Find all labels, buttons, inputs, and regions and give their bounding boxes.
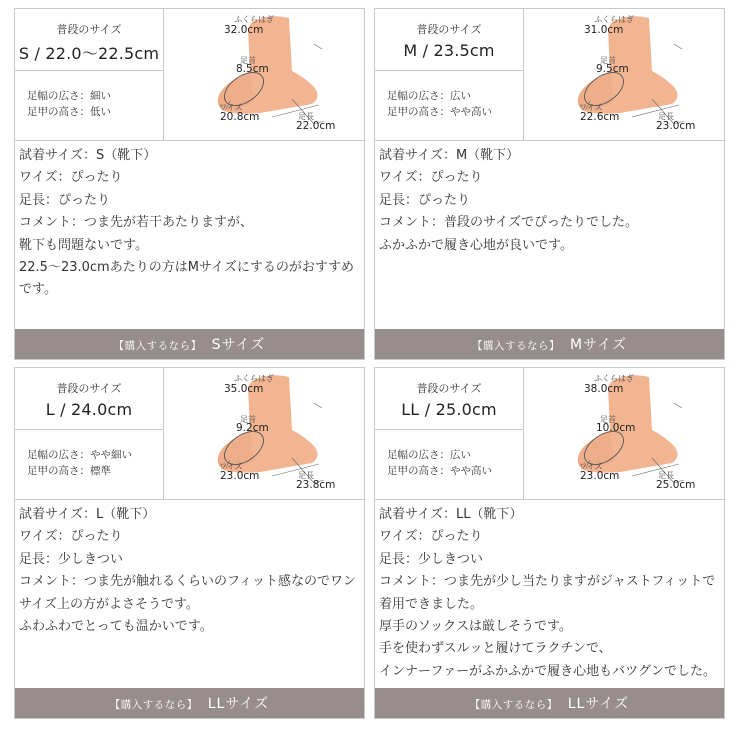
comment-line: 足長：ぴったり [19,192,111,208]
buy-recommendation-prefix: 【購入するなら】 [469,699,558,711]
size-info-panel [15,368,164,499]
buy-recommendation-prefix: 【購入するなら】 [113,340,202,352]
length-value: 22.0cm [296,120,336,132]
usual-size-caption: 普段のサイズ [416,23,482,36]
foot-shape-box [15,430,163,499]
buy-recommendation-size: Mサイズ [570,337,627,353]
wise-label: ワイズ [579,462,603,471]
foot-measurement-diagram [524,368,724,499]
ankle-label: 足首 [600,415,616,424]
calf-value: 31.0cm [584,24,624,36]
usual-size-caption: 普段のサイズ [416,382,482,395]
ankle-label: 足首 [600,56,616,65]
comment-line: ふかふかで履き心地が良いです。 [379,237,573,253]
instep-height-line: 足甲の高さ：標準 [27,465,111,477]
usual-size-value: M / 23.5cm [403,41,495,60]
usual-size-box [15,9,163,71]
fitting-comment [379,145,722,257]
buy-recommendation-bar [375,688,724,718]
comment-line: ワイズ：ぴったり [379,529,483,545]
comment-line: コメント：つま先が触れるくらいのフィット感なのでワンサイズ上の方がよさそうです。 [19,574,356,612]
foot-measurement-diagram [164,368,364,499]
calf-label: ふくらはぎ [234,15,274,24]
instep-height-line: 足甲の高さ：やや高い [387,106,492,118]
foot-shape-box [375,71,523,140]
comment-line: コメント：普段のサイズでぴったりでした。 [379,215,638,231]
size-review-card [374,8,725,360]
wise-value: 22.6cm [580,111,620,123]
foot-measurement-diagram [524,9,724,140]
ankle-label: 足首 [240,56,256,65]
length-value: 25.0cm [656,479,696,491]
foot-shape-box [15,71,163,140]
length-label: 足長 [658,471,674,480]
fitting-comment [19,145,362,302]
size-review-card [374,367,725,719]
comment-line: インナーファーがふかふかで履き心地もバツグンでした。 [379,663,716,679]
size-review-card [14,8,365,360]
buy-recommendation-prefix: 【購入するなら】 [472,340,561,352]
instep-height-line: 足甲の高さ：低い [27,106,111,118]
comment-line: 試着サイズ：L（靴下） [19,507,156,522]
ankle-value: 8.5cm [236,63,269,75]
buy-recommendation-prefix: 【購入するなら】 [109,699,198,711]
length-value: 23.0cm [656,120,696,132]
wise-label: ワイズ [219,462,243,471]
usual-size-value: S / 22.0〜22.5cm [18,44,160,63]
usual-size-value: LL / 25.0cm [401,400,497,419]
size-info-section [15,9,364,141]
fitting-comment [19,504,362,638]
size-info-section [375,368,724,500]
buy-recommendation-size: LLサイズ [567,696,630,712]
length-label: 足長 [298,112,314,121]
size-info-section [15,368,364,500]
calf-label: ふくらはぎ [594,374,634,383]
comment-line: 試着サイズ：M（靴下） [379,148,520,163]
usual-size-value: L / 24.0cm [45,400,133,419]
comment-line: ワイズ：ぴったり [19,529,123,545]
usual-size-box [15,368,163,430]
comment-line: 試着サイズ：S（靴下） [19,148,157,163]
comment-line: コメント：つま先が少し当たりますがジャストフィットで着用できました。 [379,574,716,612]
comment-line: ふわふわでとっても温かいです。 [19,619,213,635]
size-review-card [14,367,365,719]
comment-line: 厚手のソックスは厳しそうです。 [379,619,572,635]
length-label: 足長 [658,112,674,121]
calf-label: ふくらはぎ [234,374,274,383]
buy-recommendation-size: LLサイズ [207,696,270,712]
buy-recommendation-bar [375,329,724,359]
comment-line: 足長：少しきつい [379,551,484,567]
size-info-section [375,9,724,141]
buy-recommendation-bar [15,688,364,718]
fitting-comment [379,504,722,683]
calf-value: 38.0cm [584,383,624,395]
foot-width-line: 足幅の広さ：細い [27,90,111,102]
size-info-panel [375,9,524,140]
wise-label: ワイズ [219,103,243,112]
comment-line: 試着サイズ：LL（靴下） [379,507,523,522]
comment-line: ワイズ：ぴったり [19,170,123,186]
wise-value: 20.8cm [220,111,260,123]
usual-size-caption: 普段のサイズ [56,23,122,36]
calf-value: 32.0cm [224,24,264,36]
length-label: 足長 [298,471,314,480]
comment-line: 靴下も問題ないです。 [19,237,148,253]
instep-height-line: 足甲の高さ：やや高い [387,465,492,477]
wise-value: 23.0cm [220,470,260,482]
comment-line: ワイズ：ぴったり [379,170,483,186]
ankle-label: 足首 [240,415,256,424]
comment-line: 足長：ぴったり [379,192,471,208]
ankle-value: 9.2cm [236,422,269,434]
foot-width-line: 足幅の広さ：広い [387,449,471,461]
comment-line: 足長：少しきつい [19,551,124,567]
usual-size-box [375,368,523,430]
usual-size-box [375,9,523,71]
size-info-panel [15,9,164,140]
buy-recommendation-size: Sサイズ [211,337,266,353]
foot-shape-box [375,430,523,499]
comment-line: コメント：つま先が若干あたりますが、 [19,215,254,231]
foot-measurement-diagram [164,9,364,140]
wise-value: 23.0cm [580,470,620,482]
comment-line: 手を使わずスルッと履けてラクチンで、 [379,641,612,657]
wise-label: ワイズ [579,103,603,112]
foot-width-line: 足幅の広さ：広い [387,90,471,102]
size-info-panel [375,368,524,499]
ankle-value: 10.0cm [596,422,636,434]
ankle-value: 9.5cm [596,63,629,75]
calf-value: 35.0cm [224,383,264,395]
foot-width-line: 足幅の広さ：やや細い [27,449,132,461]
usual-size-caption: 普段のサイズ [56,382,122,395]
calf-label: ふくらはぎ [594,15,634,24]
comment-line: 22.5〜23.0cmあたりの方はMサイズにするのがおすすめです。 [19,260,355,298]
length-value: 23.8cm [296,479,336,491]
buy-recommendation-bar [15,329,364,359]
